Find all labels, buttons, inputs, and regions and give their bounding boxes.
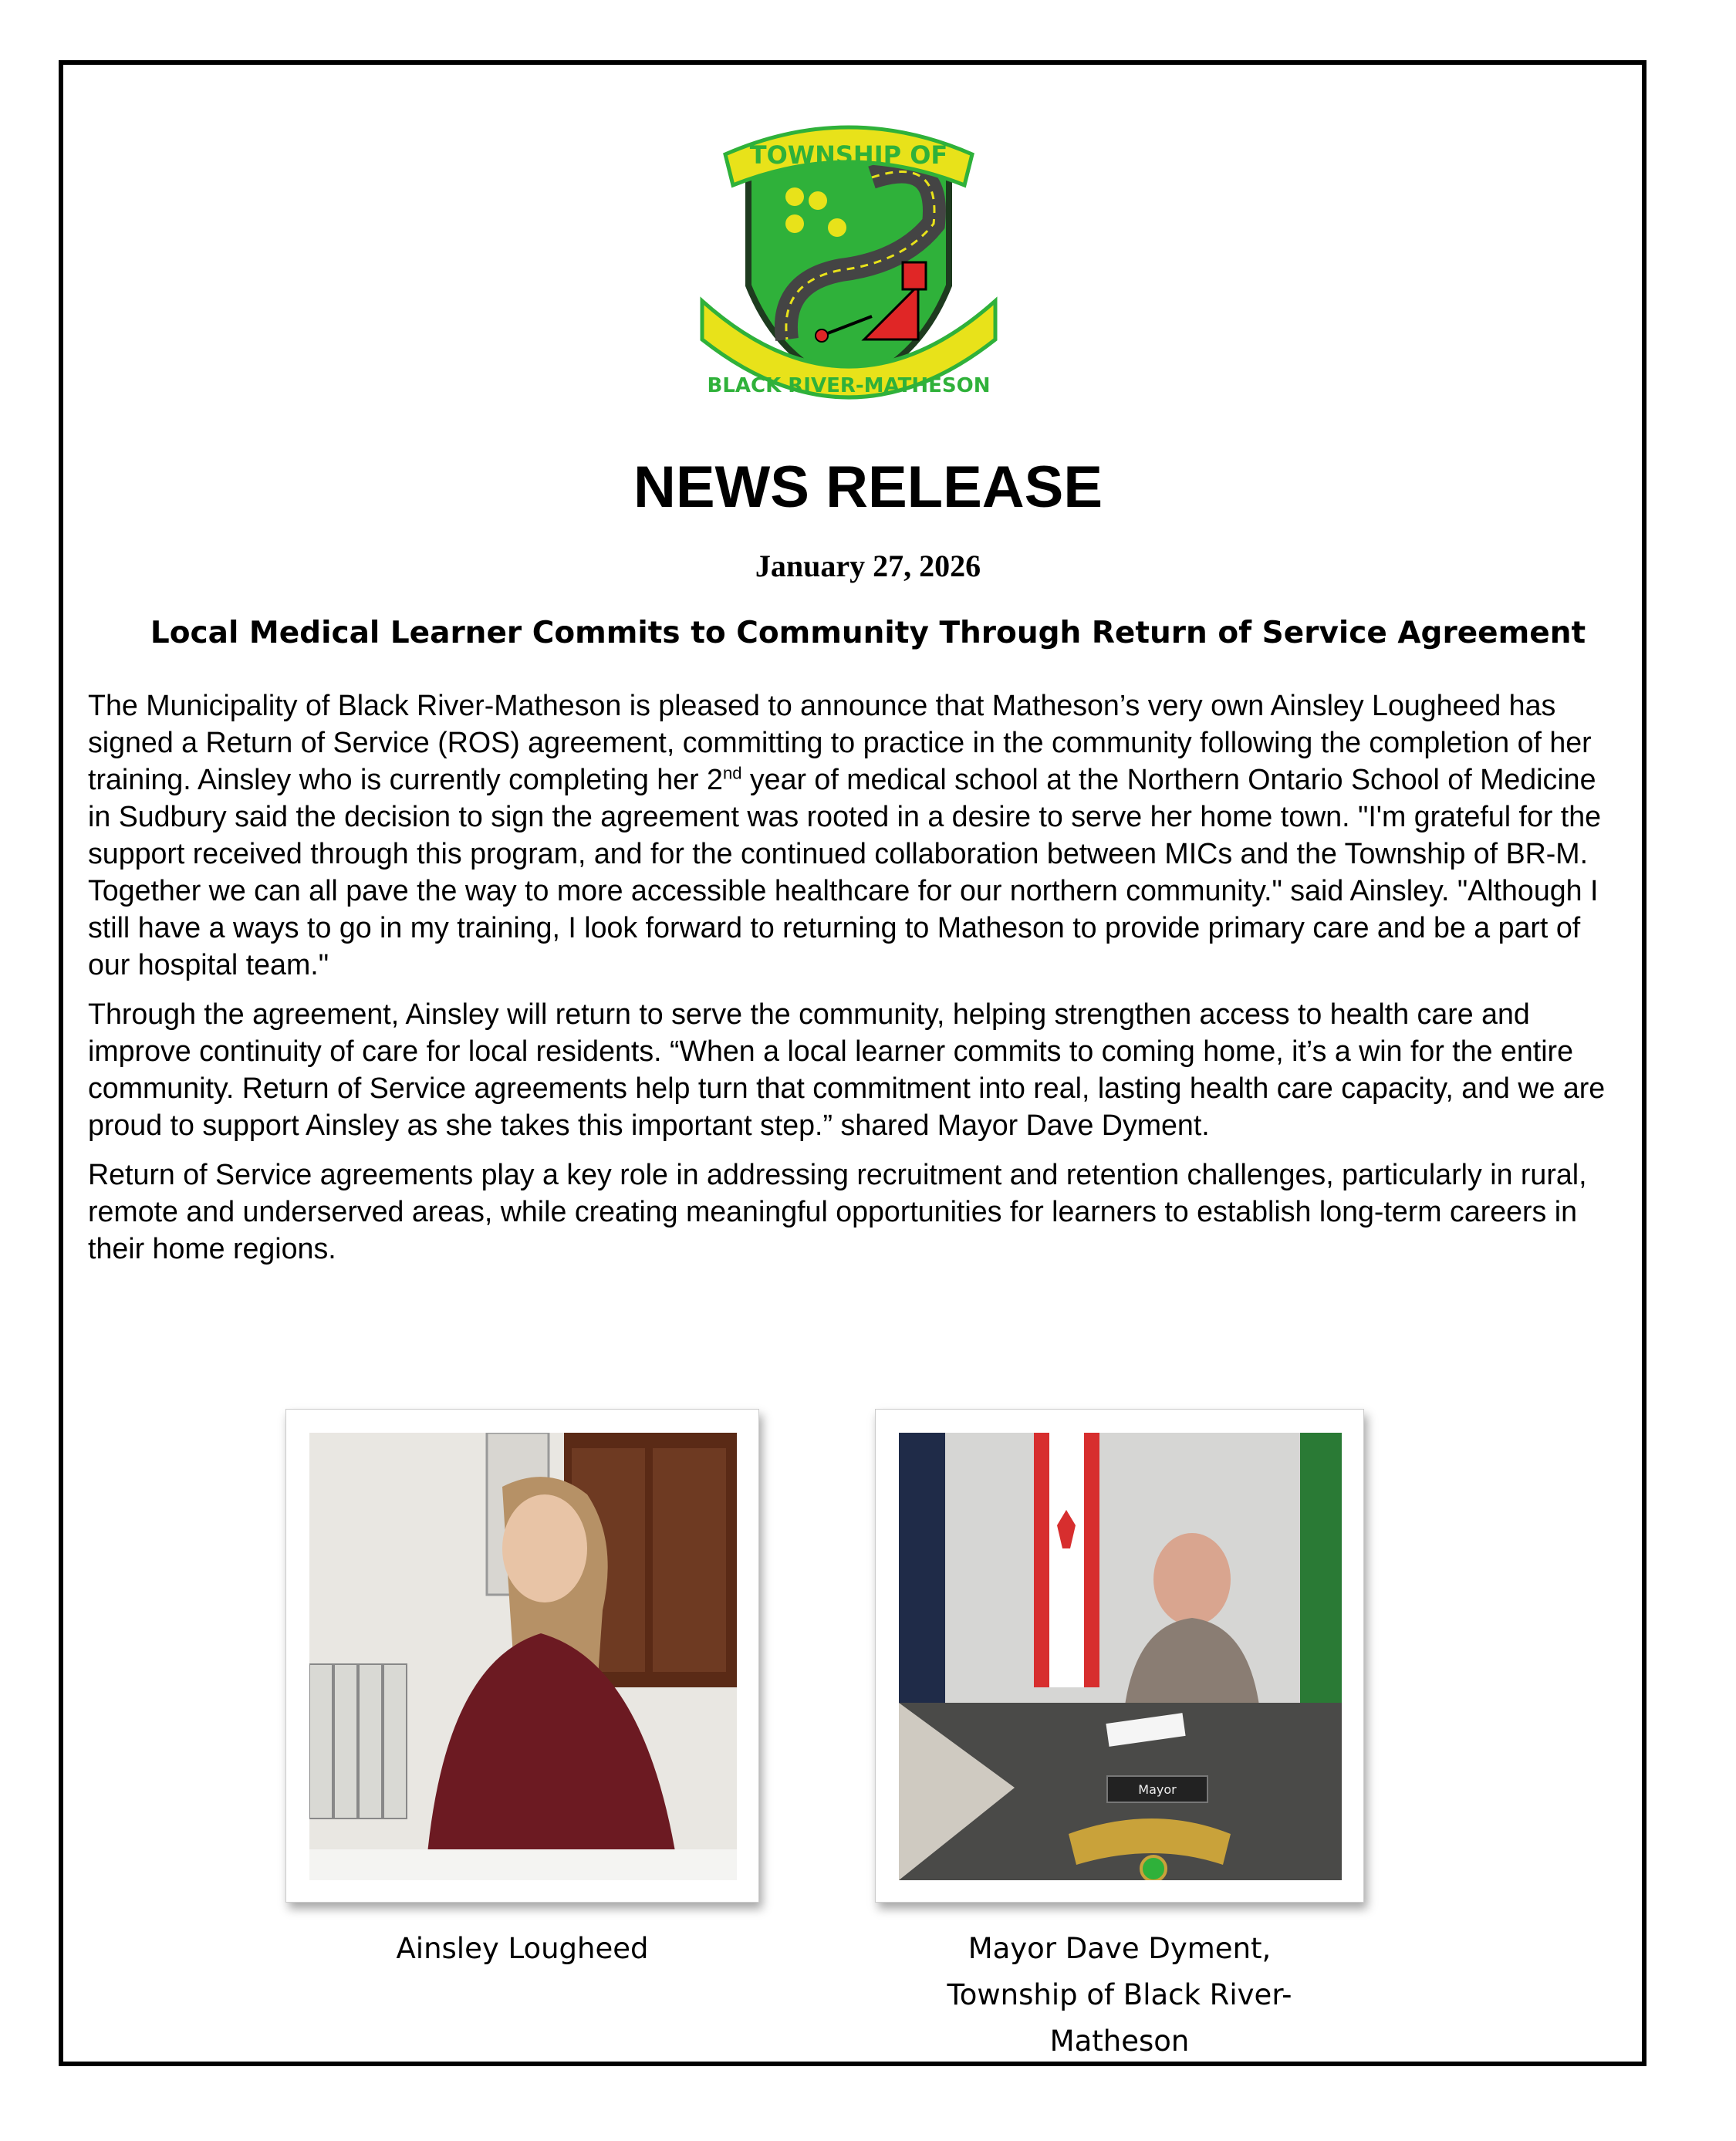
news-release-heading: NEWS RELEASE xyxy=(633,454,1103,520)
paragraph-1: The Municipality of Black River-Matheson is pleased to announce that Matheson’s very own Ainsley Lougheed has signed a Return of Service (ROS) agreement, committing to practice in the community following the completion of her training. Ainsley who is currently completing her 2nd year of medical school at the Northern Ontario School of Medicine in Sudbury said the decision to sign the agreement was rooted in a desire to serve her home town. "I'm grateful for the support received through this program, and for the continued collaboration between MICs and the Township of BR-M. Together we can all pave the way to more accessible healthcare for our northern community." said Ainsley. "Although I still have a ways to go in my training, I look forward to returning to Matheson to provide primary care and be a part of our hospital team." xyxy=(88,689,1602,981)
photo-mayor-dave-dyment xyxy=(875,1409,1364,1903)
mayor-nameplate: Mayor xyxy=(1138,1782,1177,1797)
mayor-photo-image xyxy=(899,1433,1342,1880)
caption-mayor: Mayor Dave Dyment, Township of Black River- Matheson xyxy=(947,1932,1292,2058)
caption-ainsley: Ainsley Lougheed xyxy=(396,1932,649,1965)
paragraph-2: Through the agreement, Ainsley will return to serve the community, helping strengthen access to health care and improve continuity of care for local residents. “When a local learner commits to coming home, it’s a win for the entire community. Return of Service agreements help turn that commitment into real, lasting health care capacity, and we are proud to support Ainsley as she takes this important step.” shared Mayor Dave Dyment. xyxy=(88,998,1606,1141)
release-body xyxy=(88,687,1623,1279)
photo-ainsley-lougheed xyxy=(285,1409,759,1903)
svg-text:TOWNSHIP OF: TOWNSHIP OF xyxy=(749,140,948,170)
release-date: January 27, 2026 xyxy=(755,549,981,583)
paragraph-3: Return of Service agreements play a key role in addressing recruitment and retention challenges, particularly in rural, remote and underserved areas, while creating meaningful opportunities for learners to establish long-term careers in their home regions. xyxy=(88,1158,1587,1265)
ainsley-photo-image xyxy=(309,1433,737,1880)
svg-text:BLACK RIVER-MATHESON: BLACK RIVER-MATHESON xyxy=(707,374,991,397)
release-subtitle: Local Medical Learner Commits to Community Through Return of Service Agreement xyxy=(150,616,1586,650)
township-logo xyxy=(687,108,1011,417)
